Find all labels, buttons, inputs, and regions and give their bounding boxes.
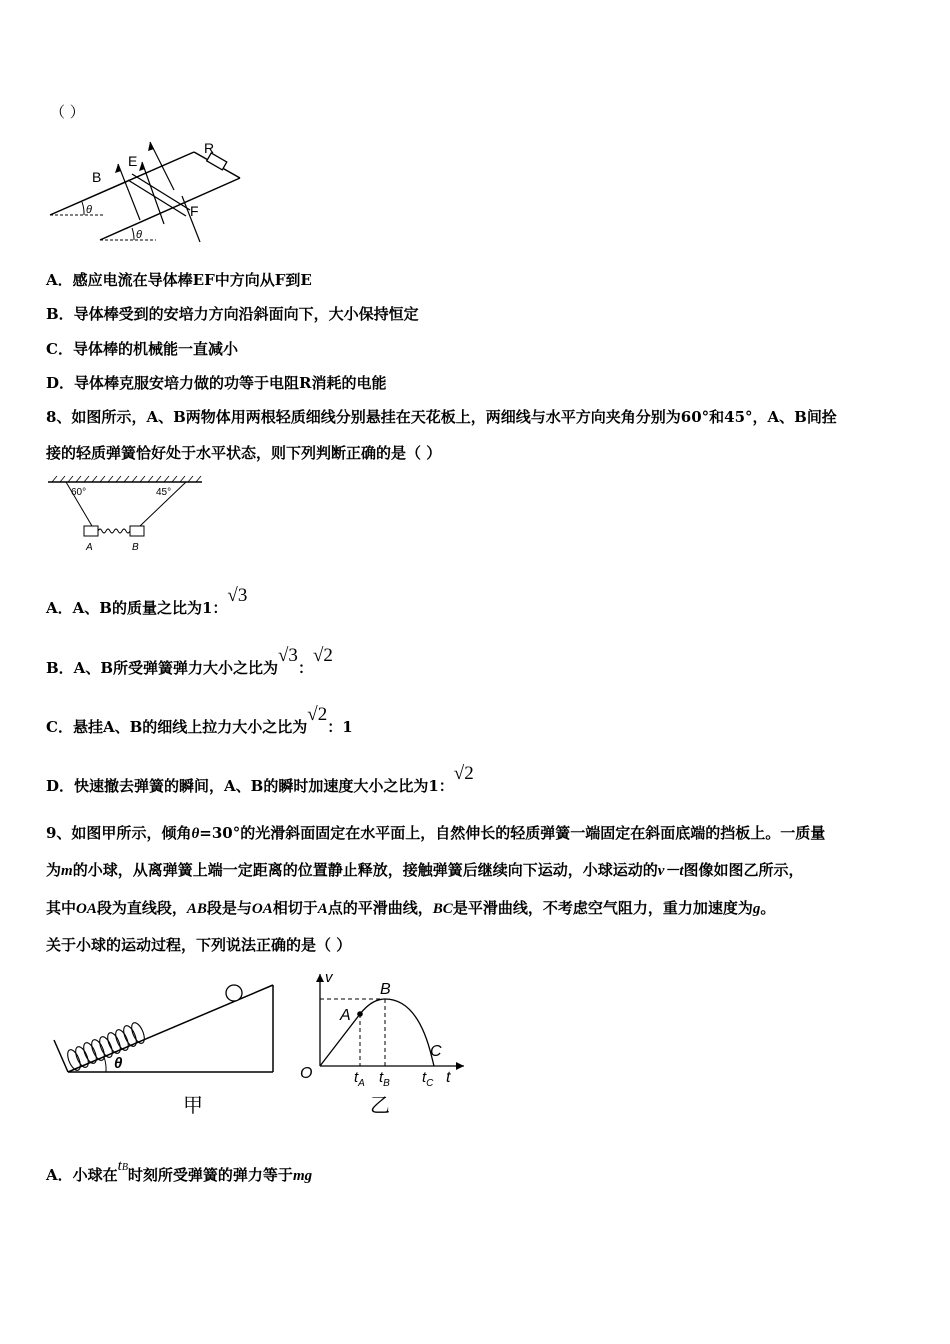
origin-label-o: O (300, 1065, 313, 1082)
fig-theta: θ (114, 1055, 123, 1072)
q7-incline-rails-figure (44, 140, 254, 250)
text: 为 (46, 861, 62, 879)
q8-option-b (46, 645, 333, 678)
gravity-symbol: g (752, 901, 761, 917)
fig-caption-jia: 甲 (183, 1095, 203, 1117)
text: 点的平滑曲线， (327, 899, 433, 917)
tick-label-tc: $t_C$ (422, 1069, 434, 1089)
q7-answer-paren: （ ） (50, 103, 85, 121)
tick-label-ta: $t_A$ (354, 1069, 365, 1089)
q8-option-a (46, 585, 248, 618)
q9-stem-line4: 关于小球的运动过程，下列说法正确的是（ ） (46, 936, 352, 954)
fig-label-f: F (190, 203, 199, 219)
fig-label-e: E (128, 153, 138, 169)
q8-option-c-text: C．悬挂A、B的细线上拉力大小之比为 (46, 718, 308, 736)
q7-option-d: D．导体棒克服安培力做的功等于电阻R消耗的电能 (46, 374, 387, 392)
text: 是平滑曲线，不考虑空气阻力，重力加速度为 (452, 899, 753, 917)
point-a: A (317, 901, 328, 917)
fig-label-r: R (204, 140, 215, 156)
q8-option-c-tail: ：1 (327, 718, 353, 736)
point-label-a: A (340, 1007, 351, 1024)
vt-symbol: v－t (657, 863, 684, 879)
point-label-b: B (380, 981, 391, 998)
q9-stem-line2 (46, 860, 804, 881)
q8-option-d (46, 763, 474, 796)
mass-symbol: m (61, 863, 73, 879)
q9-option-a-text2: 时刻所受弹簧的弹力等于 (127, 1166, 293, 1184)
q8-option-c (46, 704, 353, 737)
q7-option-a: A．感应电流在导体棒EF中方向从F到E (46, 271, 312, 289)
sqrt3-formula: √3 (227, 585, 248, 606)
q8-stem-line1: 8、如图所示，A、B两物体用两根轻质细线分别悬挂在天花板上，两细线与水平方向夹角分别为60°和45°，A、B间拴 (46, 408, 837, 426)
q7-option-b: B．导体棒受到的安培力方向沿斜面向下，大小保持恒定 (46, 305, 419, 323)
q9-vt-graph-figure (296, 966, 476, 1121)
fig-label-theta-upper: θ (86, 204, 92, 216)
sqrt2-formula: √2 (307, 704, 328, 725)
text: 9、如图甲所示，倾角 (46, 824, 192, 842)
text: 的小球，从离弹簧上端一定距离的位置静止释放，接触弹簧后继续向下运动，小球运动的 (72, 861, 658, 879)
axis-label-t: t (446, 1069, 451, 1086)
q8-option-a-text: A．A、B的质量之比为1： (46, 599, 228, 617)
segment-oa: OA (251, 901, 273, 917)
text: 段为直线段， (96, 899, 187, 917)
theta-symbol: θ (191, 826, 200, 842)
fig-caption-yi: 乙 (370, 1095, 390, 1117)
fig-label-theta-lower: θ (136, 229, 142, 241)
text: =30°的光滑斜面固定在水平面上，自然伸长的轻质弹簧一端固定在斜面底端的挡板上。一质量 (199, 824, 826, 842)
ratio-separator: ： (297, 659, 313, 677)
tb-symbol (118, 1158, 128, 1174)
t-letter: t (117, 1158, 122, 1174)
q8-hanging-blocks-figure (44, 474, 209, 556)
axis-label-v: v (325, 969, 333, 986)
text: 段是与 (206, 899, 252, 917)
text: 相切于 (272, 899, 318, 917)
q9-option-a-text: A．小球在 (46, 1166, 118, 1184)
q9-option-a (46, 1158, 313, 1188)
text: 。 (760, 899, 776, 917)
tick-label-tb: $t_B$ (379, 1069, 390, 1089)
fig-label-block-b: B (132, 542, 139, 553)
segment-bc: BC (432, 901, 453, 917)
q9-stem-line3 (46, 898, 775, 919)
sqrt2-formula: √2 (453, 763, 474, 784)
b-subscript: B (121, 1162, 128, 1173)
fig-label-b: B (92, 169, 102, 185)
segment-ab: AB (186, 901, 207, 917)
sqrt3-formula: √3 (278, 645, 298, 666)
point-label-c: C (430, 1043, 442, 1060)
fig-angle-60: 60° (71, 487, 87, 498)
q8-option-d-text: D．快速撤去弹簧的瞬间，A、B的瞬时加速度大小之比为1： (46, 777, 454, 795)
q7-option-c: C．导体棒的机械能一直减小 (46, 340, 238, 358)
fig-angle-45: 45° (156, 487, 172, 498)
fig-label-block-a: A (86, 542, 93, 553)
q9-incline-spring-figure (44, 980, 284, 1120)
text: 图像如图乙所示， (683, 861, 804, 879)
q9-stem-line1 (46, 823, 825, 844)
sqrt2-formula: √2 (312, 645, 333, 666)
mg-symbol: mg (292, 1168, 313, 1184)
q8-stem-line2: 接的轻质弹簧恰好处于水平状态，则下列判断正确的是（ ） (46, 444, 442, 462)
segment-oa: OA (76, 901, 97, 917)
q8-option-b-text: B．A、B所受弹簧弹力大小之比为 (46, 659, 278, 677)
text: 其中 (46, 899, 77, 917)
